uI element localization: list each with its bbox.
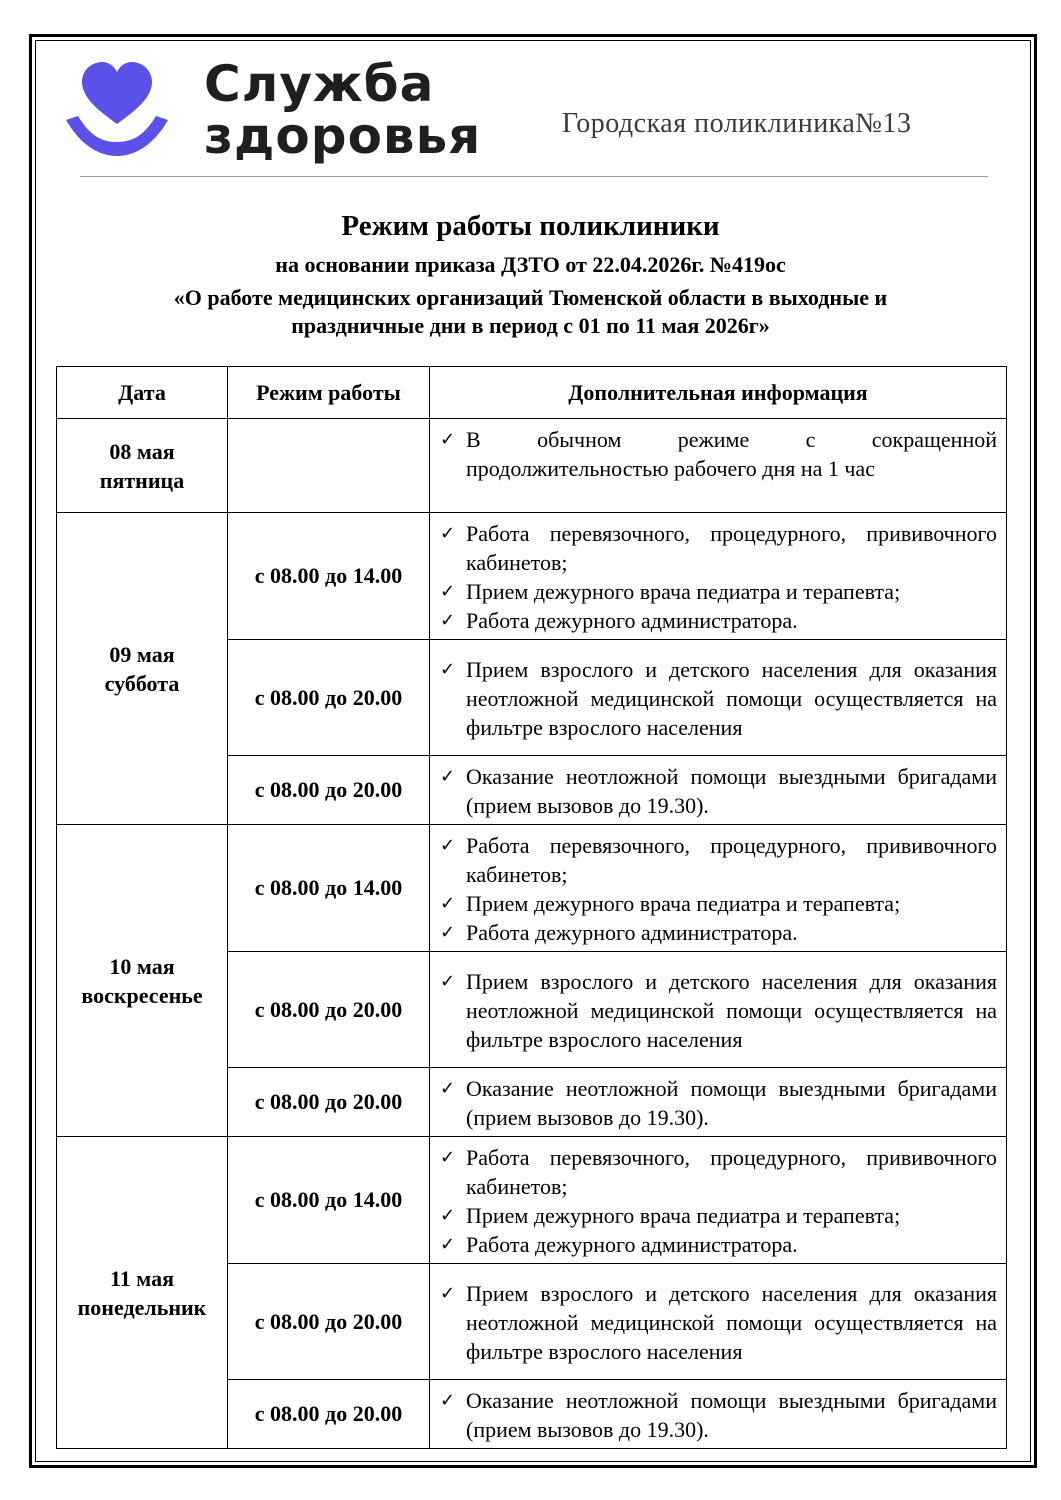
table-row xyxy=(57,825,1007,952)
date-weekday: суббота xyxy=(104,670,180,696)
info-cell xyxy=(430,756,1007,825)
info-cell xyxy=(430,419,1007,513)
brand-name xyxy=(204,55,482,165)
date-cell xyxy=(57,513,228,825)
mode-cell: с 08.00 до 14.00 xyxy=(228,513,430,640)
mode-cell: с 08.00 до 14.00 xyxy=(228,825,430,952)
list-item: ✓ Прием взрослого и детского населения для оказания неотложной медицинской помощи осуществляется на фильтре взрослого населения xyxy=(466,655,997,742)
brand-line-2: здоровья xyxy=(204,107,482,165)
list-item: ✓ Прием взрослого и детского населения для оказания неотложной медицинской помощи осуществляется на фильтре взрослого населения xyxy=(466,967,997,1054)
list-item: ✓ Оказание неотложной помощи выездными бригадами (прием вызовов до 19.30). xyxy=(466,1386,997,1444)
mode-cell: с 08.00 до 20.00 xyxy=(228,1068,430,1137)
date-day: 11 мая xyxy=(109,1265,175,1291)
order-name-line-2: праздничные дни в период с 01 по 11 мая 2026г» xyxy=(291,313,770,338)
info-cell xyxy=(430,640,1007,756)
clinic-name: Городская поликлиника№13 xyxy=(562,108,912,139)
list-item: ✓ Работа дежурного администратора. xyxy=(466,918,997,947)
mode-cell: с 08.00 до 20.00 xyxy=(228,1264,430,1380)
info-cell xyxy=(430,1068,1007,1137)
mode-cell: с 08.00 до 14.00 xyxy=(228,1137,430,1264)
order-name-line-1: «О работе медицинских организаций Тюменской области в выходные и xyxy=(173,285,888,310)
order-basis: на основании приказа ДЗТО от 22.04.2026г. №419ос xyxy=(275,252,786,277)
date-day: 08 мая xyxy=(109,438,175,464)
date-weekday: воскресенье xyxy=(81,982,203,1008)
table-row xyxy=(57,513,1007,640)
mode-cell: с 08.00 до 20.00 xyxy=(228,640,430,756)
list-item: ✓ Прием взрослого и детского населения для оказания неотложной медицинской помощи осуществляется на фильтре взрослого населения xyxy=(466,1279,997,1366)
order-name xyxy=(0,284,1061,340)
table-row xyxy=(57,419,1007,513)
date-cell xyxy=(57,419,228,513)
mode-cell: с 08.00 до 20.00 xyxy=(228,952,430,1068)
list-item: ✓ Прием дежурного врача педиатра и терапевта; xyxy=(466,889,997,918)
list-item: ✓ Работа перевязочного, процедурного, прививочного кабинетов; xyxy=(466,831,997,889)
date-weekday: понедельник xyxy=(77,1294,207,1320)
date-cell xyxy=(57,1137,228,1449)
list-item: ✓ Прием дежурного врача педиатра и терапевта; xyxy=(466,577,997,606)
mode-cell xyxy=(228,419,430,513)
date-cell xyxy=(57,825,228,1137)
table-header-row xyxy=(57,367,1007,419)
header-date: Дата xyxy=(57,367,228,419)
schedule-table xyxy=(56,366,1007,1449)
list-item: ✓ Оказание неотложной помощи выездными бригадами (прием вызовов до 19.30). xyxy=(466,762,997,820)
header-mode: Режим работы xyxy=(228,367,430,419)
list-item: ✓ В обычном режиме с сокращенной продолжительностью рабочего дня на 1 час xyxy=(466,425,997,483)
date-weekday: пятница xyxy=(99,467,185,493)
date-day: 10 мая xyxy=(109,953,175,979)
list-item: ✓ Оказание неотложной помощи выездными бригадами (прием вызовов до 19.30). xyxy=(466,1074,997,1132)
info-cell xyxy=(430,513,1007,640)
list-item: ✓ Работа дежурного администратора. xyxy=(466,1230,997,1259)
mode-cell: с 08.00 до 20.00 xyxy=(228,756,430,825)
list-item: ✓ Работа перевязочного, процедурного, прививочного кабинетов; xyxy=(466,1143,997,1201)
date-day: 09 мая xyxy=(109,641,175,667)
list-item: ✓ Прием дежурного врача педиатра и терапевта; xyxy=(466,1201,997,1230)
table-row xyxy=(57,1137,1007,1264)
mode-cell: с 08.00 до 20.00 xyxy=(228,1380,430,1449)
brand-line-1: Служба xyxy=(204,55,435,113)
list-item: ✓ Работа дежурного администратора. xyxy=(466,606,997,635)
header-info: Дополнительная информация xyxy=(430,367,1007,419)
heart-smile-logo-icon xyxy=(62,60,172,160)
header-divider xyxy=(80,176,988,177)
info-cell xyxy=(430,1264,1007,1380)
info-cell xyxy=(430,1380,1007,1449)
info-cell xyxy=(430,825,1007,952)
info-cell xyxy=(430,1137,1007,1264)
list-item: ✓ Работа перевязочного, процедурного, прививочного кабинетов; xyxy=(466,519,997,577)
info-cell xyxy=(430,952,1007,1068)
page-title: Режим работы поликлиники xyxy=(341,210,720,242)
